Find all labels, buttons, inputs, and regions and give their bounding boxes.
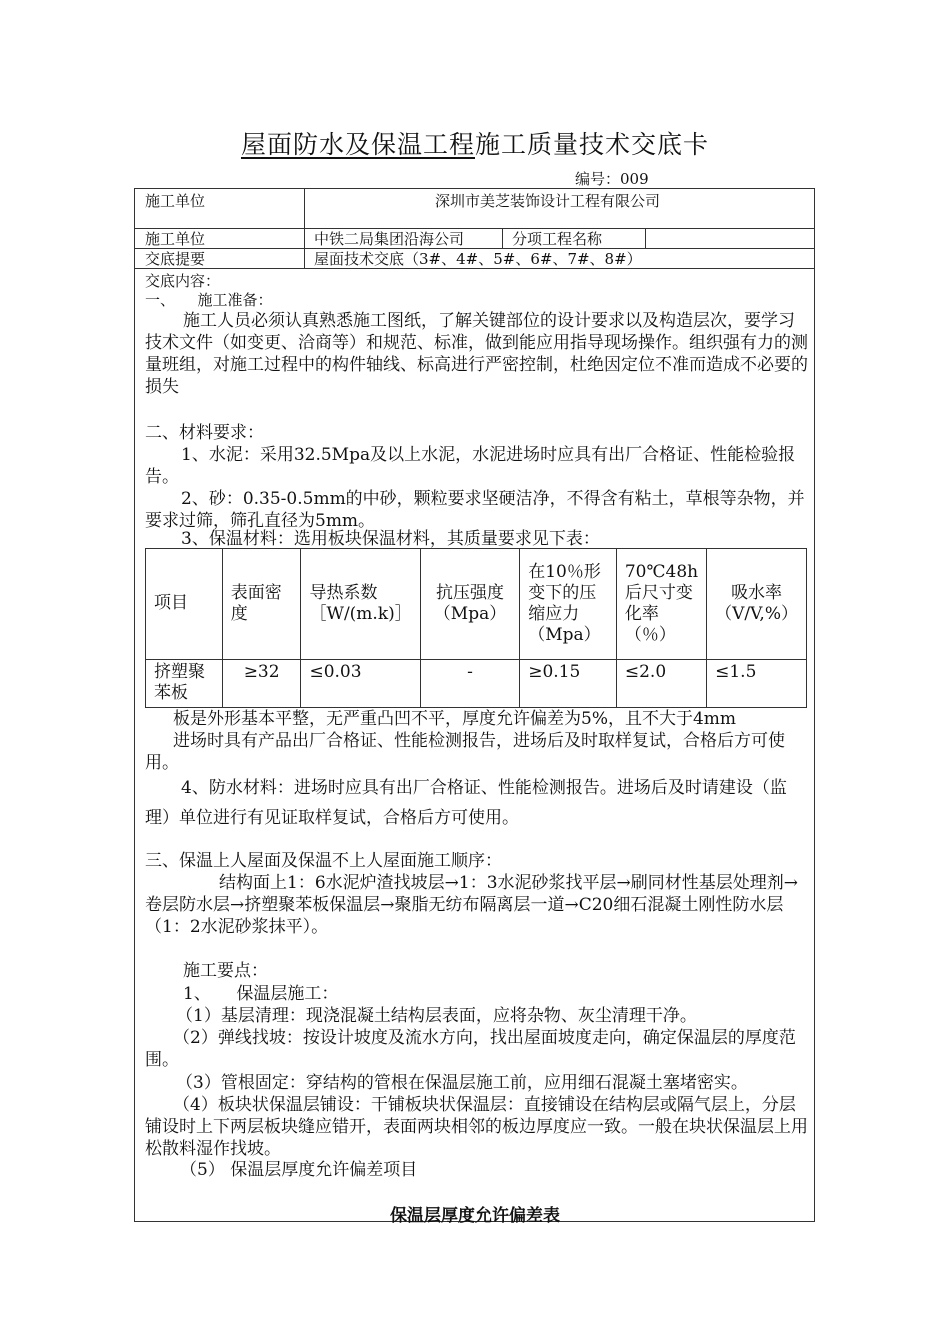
unit-label-1: 施工单位 — [145, 192, 206, 210]
th-density: 表面密度 — [222, 549, 301, 660]
th-conductivity: 导热系数［W/(m.k)］ — [301, 549, 420, 660]
waterproof-material: 4、防水材料：进场时应具有出厂合格证、性能检测报告。进场后及时请建设（监理）单位进行有见证取样复试，合格后方可使用。 — [145, 778, 787, 828]
subproject-label: 分项工程名称 — [512, 230, 603, 248]
cell-strength: - — [420, 659, 519, 707]
section-2-title: 二、材料要求： — [145, 423, 264, 443]
cell-conductivity: ≤0.03 — [301, 659, 420, 707]
insulation-requirement: 3、保温材料：选用板块保温材料，其质量要求见下表： — [181, 529, 600, 549]
key-point-laying: （4）板块状保温层铺设：干铺板块状保温层：直接铺设在结构层或隔气层上，分层铺设时上下两层板块缝应错开，表面两块相邻的板边厚度应一致。一般在块状保温层上用松散料湿作找坡。 — [145, 1095, 808, 1159]
table-row — [146, 659, 807, 707]
th-absorption: 吸水率（V/V,%） — [707, 549, 807, 660]
key-points-title: 施工要点： — [183, 961, 268, 981]
content-heading: 交底内容： — [145, 272, 221, 290]
cell-dimension-change: ≤2.0 — [616, 659, 706, 707]
header-divider-2 — [134, 248, 815, 249]
header-divider-3 — [134, 268, 815, 269]
cell-density: ≥32 — [222, 659, 301, 707]
construction-sequence: 结构面上1：6水泥炉渣找坡层→1：3水泥砂浆找平层→刷同材性基层处理剂→卷层防水层→挤塑聚苯板保温层→聚脂无纺布隔离层一道→C20细石混凝土刚性防水层（1：2水泥砂浆抹平）。 — [145, 873, 798, 937]
sand-requirement: 2、砂：0.35-0.5mm的中砂，颗粒要求坚硬洁净，不得含有粘土，草根等杂物，并要求过筛，筛孔直径为5mm。 — [145, 489, 805, 531]
key-point-tolerance: （5） 保温层厚度允许偏差项目 — [180, 1160, 418, 1180]
doc-number: 编号：009 — [575, 170, 649, 188]
section-1-title: 一、 施工准备： — [145, 291, 273, 309]
th-compression: 在10％形变下的压缩应力（Mpa） — [520, 549, 617, 660]
tolerance-table-title: 保温层厚度允许偏差表 — [390, 1206, 560, 1226]
header-divider-1 — [134, 228, 815, 229]
key-point-1: 1、 保温层施工： — [183, 984, 339, 1004]
header-col-divider-3 — [645, 228, 646, 248]
header-col-divider — [304, 188, 305, 268]
section-1-paragraph: 施工人员必须认真熟悉施工图纸，了解关键部位的设计要求以及构造层次，要学习技术文件（如变更、洽商等）和规范、标准，做到能应用指导现场操作。组织强有力的测量班组，对施工过程中的构件轴线、标高进行严密控制，杜绝因定位不准而造成不必要的损失 — [145, 311, 808, 397]
section-3-title: 三、保温上人屋面及保温不上人屋面施工顺序： — [145, 851, 502, 871]
insulation-spec-table — [145, 548, 807, 708]
unit-value-2: 中铁二局集团沿海公司 — [314, 230, 465, 248]
unit-label-2: 施工单位 — [145, 230, 206, 248]
key-point-slope: （2）弹线找坡：按设计坡度及流水方向，找出屋面坡度走向，确定保温层的厚度范围。 — [145, 1028, 796, 1070]
summary-value: 屋面技术交底（3#、4#、5#、6#、7#、8#） — [314, 250, 642, 268]
th-item: 项目 — [146, 549, 223, 660]
title-rest: 施工质量技术交底卡 — [475, 130, 710, 159]
cell-compression: ≥0.15 — [520, 659, 617, 707]
summary-label: 交底提要 — [145, 250, 206, 268]
page-title — [0, 125, 950, 161]
th-dimension-change: 70℃48h后尺寸变化率（％） — [616, 549, 706, 660]
table-header-row — [146, 549, 807, 660]
unit-value-1: 深圳市美芝装饰设计工程有限公司 — [435, 192, 661, 210]
key-point-pipe: （3）管根固定：穿结构的管根在保温层施工前，应用细石混凝土塞堵密实。 — [176, 1073, 748, 1093]
th-strength: 抗压强度（Mpa） — [420, 549, 519, 660]
header-col-divider-2 — [502, 228, 503, 248]
title-underlined: 屋面防水及保温工程 — [240, 130, 475, 159]
board-entry-check: 进场时具有产品出厂合格证、性能检测报告，进场后及时取样复试，合格后方可使用。 — [145, 731, 785, 773]
cell-item: 挤塑聚苯板 — [146, 659, 223, 707]
board-tolerance: 板是外形基本平整，无严重凸凹不平，厚度允许偏差为5%，且不大于4mm — [173, 709, 737, 729]
key-point-cleaning: （1）基层清理：现浇混凝土结构层表面，应将杂物、灰尘清理干净。 — [176, 1006, 697, 1026]
cell-absorption: ≤1.5 — [707, 659, 807, 707]
cement-requirement: 1、水泥：采用32.5Mpa及以上水泥，水泥进场时应具有出厂合格证、性能检验报告。 — [145, 445, 796, 487]
